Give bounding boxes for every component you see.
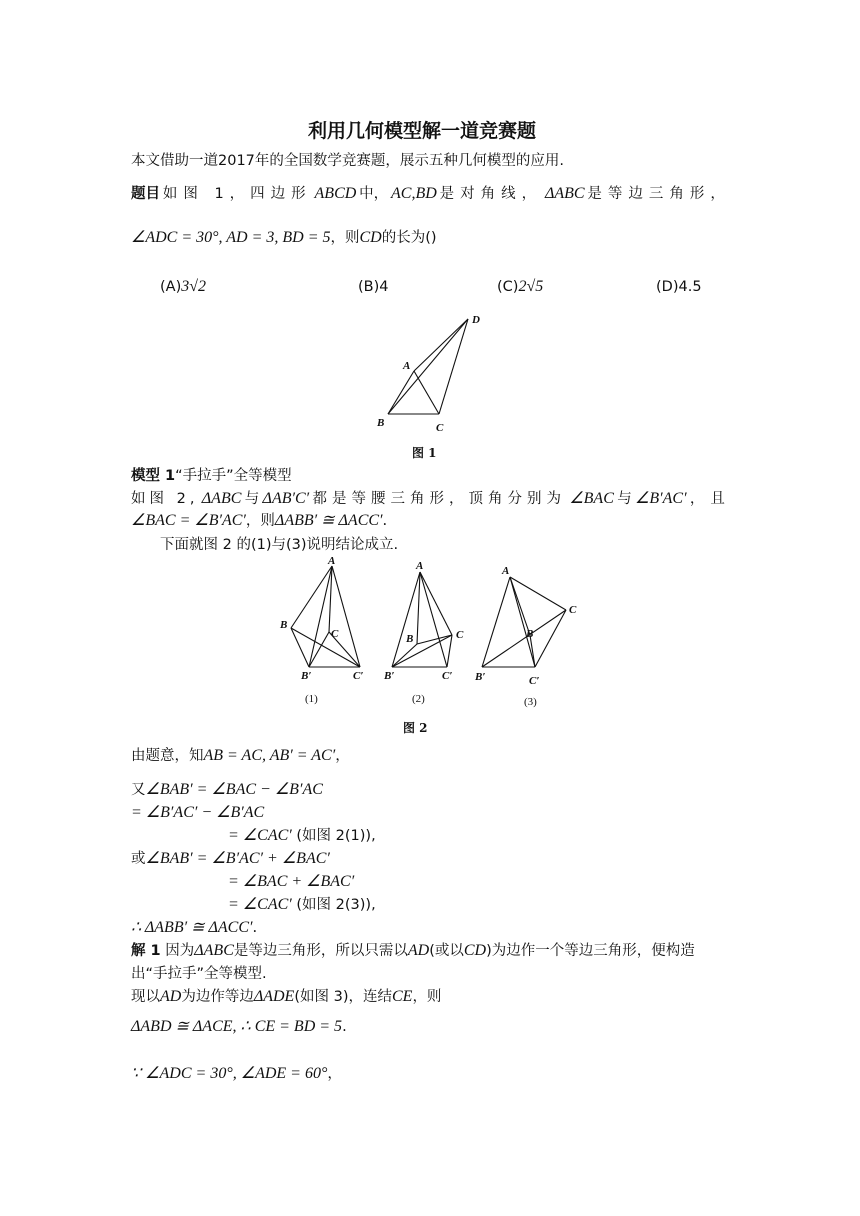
solution-math: ΔABC	[194, 942, 234, 959]
problem-text: 如图 1，四边形	[162, 186, 312, 202]
solution-text: )为边作一个等边三角形，便构造	[486, 943, 695, 959]
derivation-math: = ∠CAC′	[228, 827, 292, 844]
solution-1-line-3	[131, 987, 441, 1007]
model-math: ∠BAC	[569, 490, 614, 507]
figure-2-sub-2	[383, 560, 464, 705]
option-d	[656, 277, 702, 297]
derivation-text: 又	[131, 782, 146, 798]
problem-math: ∠ADC = 30°, AD = 3, BD = 5	[131, 229, 331, 246]
derivation-line-6	[228, 872, 354, 892]
derivation-math: = ∠BAC + ∠BAC′	[228, 873, 355, 890]
problem-math: ABCD	[314, 185, 357, 202]
solution-text: ，	[327, 1066, 342, 1082]
solution-text: (如图 3)，连结	[294, 989, 392, 1005]
model-1-title: “手拉手”全等模型	[175, 468, 292, 484]
fig2-sub-caption-1: (1)	[305, 693, 318, 705]
derivation-text: 由题意，知	[131, 748, 204, 764]
vertex-label-d: D	[472, 314, 480, 326]
model-math: ΔABB′ ≅ ΔACC′	[274, 512, 383, 529]
solution-text: 为边作等边	[181, 989, 254, 1005]
vertex-label-c: C	[436, 422, 444, 434]
solution-text: (或以	[429, 943, 464, 959]
derivation-text: (如图 2(1)),	[296, 828, 376, 844]
fig2-1-label-c-prime: C′	[353, 670, 364, 682]
problem-math: AC,BD	[391, 185, 437, 202]
solution-text: 现以	[131, 989, 160, 1005]
model-text: .	[382, 513, 388, 529]
fig2-3-label-b: B	[526, 628, 534, 640]
solution-math: CD	[463, 942, 487, 959]
model-text: 如图 2,	[131, 491, 199, 507]
derivation-math: = ∠CAC′	[228, 896, 292, 913]
model-math: ΔABC	[201, 490, 242, 507]
solution-1-line-1	[131, 941, 695, 961]
model-1-line-2	[131, 511, 387, 531]
solution-text: 是等边三角形，所以只需以	[233, 943, 408, 959]
problem-label: 题目	[131, 186, 160, 202]
fig2-sub-caption-3: (3)	[524, 696, 537, 708]
figure-2-sub-3	[474, 565, 577, 708]
derivation-text: (如图 2(3)),	[296, 897, 376, 913]
figure-1	[370, 310, 490, 435]
option-b	[358, 277, 389, 297]
fig2-3-label-c: C	[569, 604, 577, 616]
option-value: 2√5	[518, 278, 544, 295]
fig2-1-label-c: C	[331, 628, 339, 640]
option-label: (B)4	[358, 279, 389, 295]
model-1-line-1	[131, 489, 731, 509]
derivation-math: = ∠B′AC′ − ∠B′AC	[131, 804, 265, 821]
figure-2	[276, 555, 586, 710]
problem-line-2	[131, 228, 437, 248]
page-title: 利用几何模型解一道竞赛题	[308, 120, 537, 142]
derivation-line-8	[131, 918, 257, 938]
derivation-line-5	[131, 849, 330, 869]
fig2-1-label-b: B	[280, 619, 288, 631]
solution-math: AD	[160, 988, 182, 1005]
fig2-1-label-b-prime: B′	[301, 670, 312, 682]
option-a	[160, 277, 206, 297]
solution-math: ∵ ∠ADC = 30°, ∠ADE = 60°	[131, 1065, 328, 1082]
fig2-2-label-c-prime: C′	[442, 670, 453, 682]
option-label: (A)	[160, 279, 182, 295]
model-text: 都是等腰三角形，顶角分别为	[312, 491, 566, 507]
model-text: 与	[244, 491, 260, 507]
derivation-line-7	[228, 895, 376, 915]
option-c	[497, 277, 543, 297]
problem-math: CD	[359, 229, 382, 246]
derivation-line-3	[131, 803, 264, 823]
problem-line-1	[131, 184, 731, 204]
problem-text: ，则	[330, 230, 360, 246]
model-math: ∠BAC = ∠B′AC′	[131, 512, 246, 529]
solution-math: ΔABD ≅ ΔACE, ∴ CE = BD = 5	[131, 1018, 343, 1035]
derivation-math: ∠BAB′ = ∠B′AC′ + ∠BAC′	[145, 850, 330, 867]
figure-1-caption: 图 1	[412, 446, 437, 460]
solution-text: ，则	[412, 989, 442, 1005]
fig2-3-label-c-prime: C′	[529, 675, 540, 687]
derivation-text: 或	[131, 851, 146, 867]
model-math: ΔAB′C′	[262, 490, 310, 507]
model-1-line-3: 下面就图 2 的(1)与(3)说明结论成立.	[160, 537, 399, 553]
solution-math: ΔADE	[253, 988, 295, 1005]
figure-2-caption: 图 2	[403, 721, 428, 735]
solution-math: CE	[391, 988, 413, 1005]
problem-text: 是对角线，	[439, 186, 543, 202]
derivation-math: ∴ ΔABB′ ≅ ΔACC′	[131, 919, 253, 936]
intro-paragraph: 本文借助一道2017年的全国数学竞赛题，展示五种几何模型的应用.	[131, 153, 565, 169]
figure-2-sub-1	[279, 555, 363, 705]
derivation-line-2	[131, 780, 323, 800]
fig2-2-label-a: A	[416, 560, 424, 572]
model-text: 与	[617, 491, 632, 507]
option-label: (C)	[497, 279, 519, 295]
solution-1-line-2: 出“手拉手”全等模型.	[131, 966, 267, 982]
model-math: ∠B′AC′	[635, 490, 687, 507]
model-text: ，且	[689, 491, 731, 507]
fig2-2-label-c: C	[456, 629, 464, 641]
problem-text: 是等边三角形，	[587, 186, 731, 202]
solution-math: AD	[407, 942, 430, 959]
fig2-2-label-b: B	[406, 633, 414, 645]
problem-math: ΔABC	[544, 185, 585, 202]
derivation-line-4	[228, 826, 376, 846]
fig2-sub-caption-2: (2)	[412, 693, 425, 705]
solution-text: .	[342, 1019, 347, 1035]
problem-text: 中，	[359, 186, 389, 202]
option-label: (D)4.5	[656, 279, 702, 295]
derivation-math: ∠BAB′ = ∠BAC − ∠B′AC	[145, 781, 323, 798]
solution-1-line-4	[131, 1017, 347, 1037]
solution-label: 解 1	[131, 943, 161, 959]
vertex-label-b: B	[377, 417, 385, 429]
option-value: 3√2	[181, 278, 207, 295]
derivation-math: AB = AC, AB′ = AC′	[203, 747, 336, 764]
vertex-label-a: A	[403, 360, 411, 372]
fig2-2-label-b-prime: B′	[384, 670, 395, 682]
solution-1-line-5	[131, 1064, 342, 1084]
fig2-3-label-b-prime: B′	[475, 671, 486, 683]
solution-text: 因为	[165, 943, 195, 959]
derivation-text: .	[252, 920, 258, 936]
derivation-text: ，	[335, 748, 350, 764]
model-1-heading	[131, 466, 292, 486]
model-1-label: 模型 1	[131, 468, 176, 484]
derivation-line-1	[131, 746, 350, 766]
fig2-3-label-a: A	[502, 565, 510, 577]
model-text: ，则	[245, 513, 275, 529]
fig2-1-label-a: A	[328, 555, 336, 567]
problem-text: 的长为()	[381, 230, 437, 246]
